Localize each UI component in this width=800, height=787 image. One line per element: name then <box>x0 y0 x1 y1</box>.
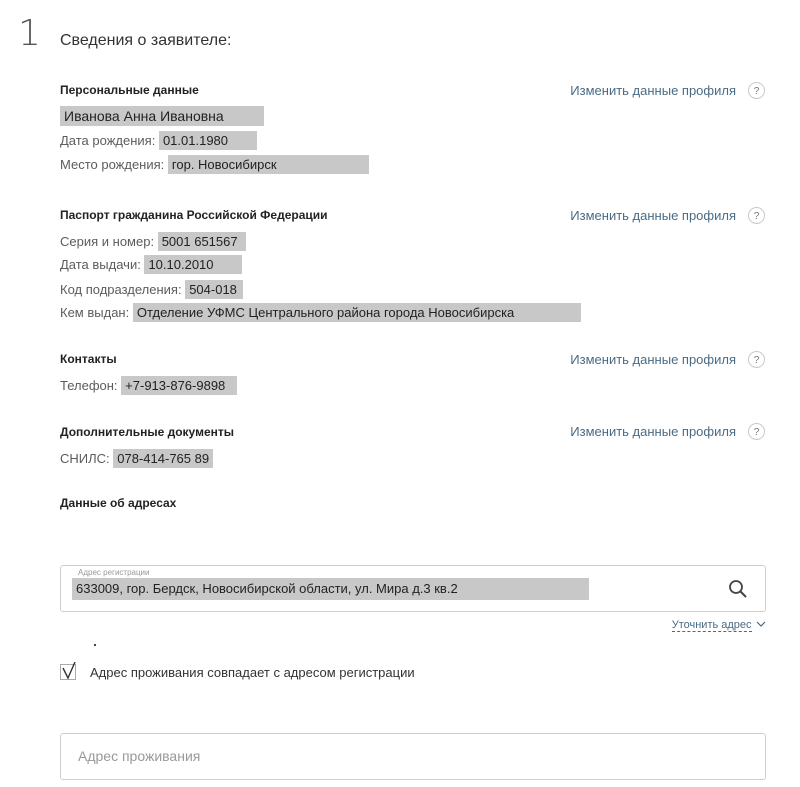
section-title: Сведения о заявителе: <box>60 32 232 49</box>
help-icon[interactable]: ? <box>748 423 765 440</box>
personal-title: Персональные данные <box>60 83 199 97</box>
full-name-value: Иванова Анна Ивановна <box>60 106 264 126</box>
chevron-down-icon <box>756 615 766 633</box>
issue-date-row <box>60 255 242 274</box>
edit-profile-link-personal[interactable]: Изменить данные профиля <box>570 83 736 98</box>
birth-place-label: Место рождения: <box>60 157 165 172</box>
issue-date-value: 10.10.2010 <box>144 255 242 274</box>
issued-by-label: Кем выдан: <box>60 305 130 320</box>
phone-row <box>60 376 237 395</box>
birth-date-value: 01.01.1980 <box>159 131 257 150</box>
addresses-title: Данные об адресах <box>60 496 177 510</box>
help-icon[interactable]: ? <box>748 82 765 99</box>
passport-title: Паспорт гражданина Российской Федерации <box>60 208 328 222</box>
help-icon[interactable]: ? <box>748 207 765 224</box>
passport-series-label: Серия и номер: <box>60 234 155 249</box>
full-name-row <box>60 106 264 126</box>
birth-date-row <box>60 131 257 150</box>
registration-address-value[interactable]: 633009, гор. Бердск, Новосибирской области, ул. Мира д.3 кв.2 <box>72 578 589 600</box>
birth-place-value: гор. Новосибирск <box>168 155 369 174</box>
snils-value: 078-414-765 89 <box>113 449 213 468</box>
snils-row <box>60 449 213 468</box>
passport-series-row <box>60 232 246 251</box>
extra-docs-title: Дополнительные документы <box>60 425 234 439</box>
birth-date-label: Дата рождения: <box>60 133 156 148</box>
edit-profile-link-contacts[interactable]: Изменить данные профиля <box>570 352 736 367</box>
checkmark-icon <box>61 662 77 685</box>
registration-address-label: Адрес регистрации <box>78 568 150 577</box>
division-value: 504-018 <box>185 280 243 299</box>
help-icon[interactable]: ? <box>748 351 765 368</box>
passport-series-value: 5001 651567 <box>158 232 246 251</box>
step-number: 1 <box>18 13 41 54</box>
search-icon[interactable] <box>728 579 748 599</box>
division-label: Код подразделения: <box>60 282 182 297</box>
phone-label: Телефон: <box>60 378 118 393</box>
phone-value: +7-913-876-9898 <box>121 376 237 395</box>
edit-profile-link-docs[interactable]: Изменить данные профиля <box>570 424 736 439</box>
residence-address-placeholder: Адрес проживания <box>78 748 201 764</box>
refine-address-link[interactable] <box>672 615 766 633</box>
issued-by-value: Отделение УФМС Центрального района города Новосибирска <box>133 303 581 322</box>
issue-date-label: Дата выдачи: <box>60 257 141 272</box>
snils-label: СНИЛС: <box>60 451 110 466</box>
edit-profile-link-passport[interactable]: Изменить данные профиля <box>570 208 736 223</box>
issued-by-row <box>60 303 581 322</box>
refine-address-label[interactable]: Уточнить адрес <box>671 619 752 632</box>
same-address-label[interactable]: Адрес проживания совпадает с адресом регистрации <box>90 665 415 680</box>
division-row <box>60 280 243 299</box>
birth-place-row <box>60 155 369 174</box>
contacts-title: Контакты <box>60 352 117 366</box>
dot-mark <box>94 644 96 646</box>
